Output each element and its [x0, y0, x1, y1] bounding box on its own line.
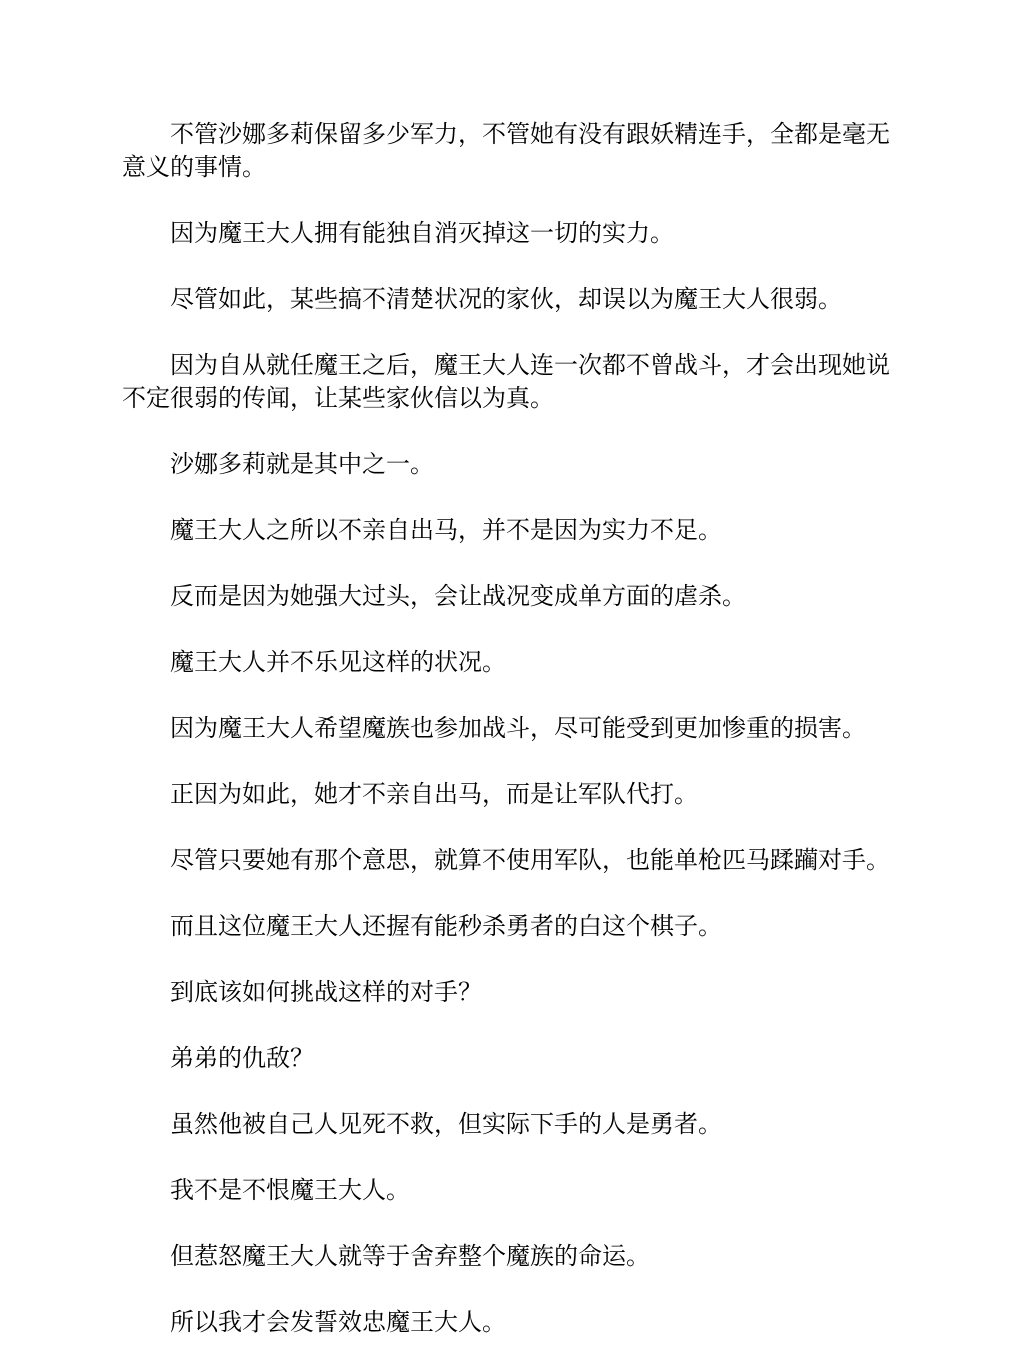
paragraph: 尽管只要她有那个意思，就算不使用军队，也能单枪匹马蹂躏对手。 [170, 846, 890, 874]
paragraph: 因为魔王大人拥有能独自消灭掉这一切的实力。 [170, 219, 674, 247]
paragraph: 虽然他被自己人见死不救，但实际下手的人是勇者。 [170, 1110, 722, 1138]
paragraph: 但惹怒魔王大人就等于舍弃整个魔族的命运。 [170, 1242, 650, 1270]
paragraph: 不管沙娜多莉保留多少军力，不管她有没有跟妖精连手，全都是毫无意义的事情。 [122, 120, 890, 181]
paragraph: 正因为如此，她才不亲自出马，而是让军队代打。 [170, 780, 698, 808]
paragraph: 到底该如何挑战这样的对手？ [170, 978, 482, 1006]
paragraph: 沙娜多莉就是其中之一。 [170, 450, 434, 478]
paragraph: 所以我才会发誓效忠魔王大人。 [170, 1308, 506, 1336]
paragraph: 魔王大人之所以不亲自出马，并不是因为实力不足。 [170, 516, 722, 544]
paragraph: 而且这位魔王大人还握有能秒杀勇者的白这个棋子。 [170, 912, 722, 940]
paragraph: 我不是不恨魔王大人。 [170, 1176, 410, 1204]
paragraph: 反而是因为她强大过头，会让战况变成单方面的虐杀。 [170, 582, 746, 610]
document-page [122, 118, 900, 1372]
paragraph: 因为魔王大人希望魔族也参加战斗，尽可能受到更加惨重的损害。 [170, 714, 866, 742]
paragraph: 魔王大人并不乐见这样的状况。 [170, 648, 506, 676]
paragraph: 尽管如此，某些搞不清楚状况的家伙，却误以为魔王大人很弱。 [170, 285, 842, 313]
paragraph: 因为自从就任魔王之后，魔王大人连一次都不曾战斗，才会出现她说不定很弱的传闻，让某些家伙信以为真。 [122, 351, 890, 412]
paragraph: 弟弟的仇敌？ [170, 1044, 314, 1072]
